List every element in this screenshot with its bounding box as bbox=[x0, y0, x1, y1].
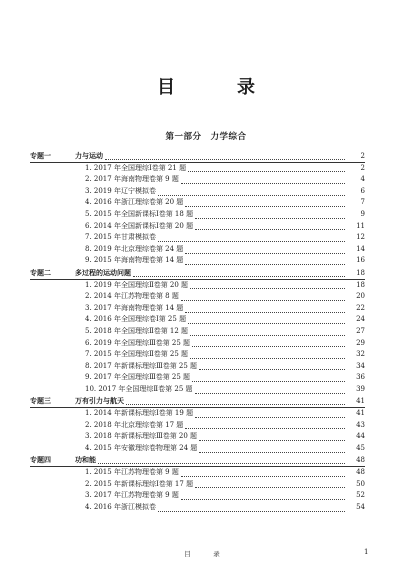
topic-title: 万有引力与航天 bbox=[75, 396, 124, 406]
item-title: 2. 2017 年海南物理卷第 9 题 bbox=[85, 175, 179, 184]
toc-item-row[interactable] bbox=[30, 174, 365, 186]
item-page: 34 bbox=[356, 361, 365, 370]
dot-leader bbox=[190, 351, 345, 359]
dot-leader bbox=[195, 211, 345, 219]
dot-leader bbox=[181, 492, 345, 500]
table-of-contents bbox=[30, 150, 365, 513]
item-page: 18 bbox=[356, 280, 365, 289]
item-title: 6. 2014 年全国新课标Ⅰ卷第 20 题 bbox=[85, 221, 194, 230]
dot-leader bbox=[185, 421, 345, 429]
item-title: 8. 2019 年北京理综卷第 24 题 bbox=[85, 244, 184, 253]
footer-label: 目 录 bbox=[184, 550, 228, 558]
dot-leader bbox=[185, 257, 345, 265]
toc-topic-row[interactable] bbox=[30, 395, 365, 407]
toc-item-row[interactable] bbox=[30, 420, 365, 432]
dot-leader bbox=[158, 504, 345, 512]
item-title: 5. 2018 年全国理综Ⅱ卷第 12 题 bbox=[85, 326, 189, 335]
item-title: 2. 2015 年新课标理综Ⅰ卷第 17 题 bbox=[85, 479, 194, 488]
dot-leader bbox=[188, 316, 345, 324]
dot-leader bbox=[190, 281, 345, 289]
item-page: 50 bbox=[356, 479, 365, 488]
item-title: 9. 2017 年全国理综Ⅲ卷第 25 题 bbox=[85, 373, 191, 382]
item-page: 36 bbox=[356, 373, 365, 382]
topic-title: 多过程的运动问题 bbox=[75, 267, 131, 277]
topic-title: 力与运动 bbox=[75, 151, 103, 160]
item-page: 2 bbox=[360, 163, 365, 172]
item-title: 5. 2015 年全国新课标Ⅰ卷第 18 题 bbox=[85, 209, 194, 218]
item-page: 44 bbox=[356, 432, 365, 441]
dot-leader bbox=[158, 234, 345, 242]
topic-page: 18 bbox=[356, 268, 365, 277]
item-page: 11 bbox=[356, 221, 365, 230]
item-page: 43 bbox=[356, 420, 365, 429]
dot-leader bbox=[192, 339, 345, 347]
dot-leader bbox=[195, 410, 345, 418]
item-page: 16 bbox=[356, 256, 365, 265]
item-page: 52 bbox=[356, 491, 365, 500]
item-page: 48 bbox=[356, 468, 365, 477]
item-title: 7. 2015 年全国理综Ⅱ卷第 25 题 bbox=[85, 350, 189, 359]
dot-leader bbox=[190, 328, 345, 336]
dot-leader bbox=[192, 374, 345, 382]
topic-number: 专题一 bbox=[30, 151, 51, 160]
item-title: 3. 2017 年海南物理卷第 14 题 bbox=[85, 303, 184, 312]
toc-item-row[interactable] bbox=[30, 443, 365, 455]
toc-item-row[interactable] bbox=[30, 338, 365, 350]
item-title: 1. 2019 年全国理综Ⅱ卷第 20 题 bbox=[85, 280, 189, 289]
item-page: 14 bbox=[356, 244, 365, 253]
topic-number: 专题二 bbox=[30, 267, 51, 277]
item-title: 4. 2015 年安徽理综卷物理第 24 题 bbox=[85, 443, 198, 452]
toc-item-row[interactable] bbox=[30, 255, 365, 267]
item-page: 7 bbox=[360, 198, 365, 207]
toc-item-row[interactable] bbox=[30, 490, 365, 502]
dot-leader bbox=[185, 199, 345, 207]
item-page: 32 bbox=[356, 350, 365, 359]
toc-item-row[interactable] bbox=[30, 314, 365, 326]
dot-leader bbox=[185, 305, 345, 313]
item-page: 24 bbox=[356, 315, 365, 324]
topic-page: 41 bbox=[356, 397, 365, 406]
dot-leader bbox=[195, 222, 345, 230]
item-title: 3. 2019 年辽宁模拟卷 bbox=[85, 186, 156, 195]
item-title: 3. 2018 年新课标理综Ⅲ卷第 20 题 bbox=[85, 432, 198, 441]
item-page: 29 bbox=[356, 338, 365, 347]
page-title: 目 录 bbox=[157, 77, 277, 98]
item-page: 39 bbox=[356, 384, 365, 393]
dot-leader bbox=[98, 456, 345, 464]
dot-leader bbox=[133, 269, 345, 277]
dot-leader bbox=[199, 445, 345, 453]
dot-leader bbox=[181, 469, 345, 477]
item-page: 27 bbox=[356, 326, 365, 335]
toc-item-row[interactable] bbox=[30, 467, 365, 479]
toc-item-row[interactable] bbox=[30, 186, 365, 198]
toc-item-row[interactable] bbox=[30, 361, 365, 373]
item-page: 41 bbox=[356, 409, 365, 418]
toc-item-row[interactable] bbox=[30, 232, 365, 244]
item-page: 45 bbox=[356, 443, 365, 452]
item-page: 20 bbox=[356, 292, 365, 301]
toc-item-row[interactable] bbox=[30, 244, 365, 256]
toc-item-row[interactable] bbox=[30, 209, 365, 221]
item-title: 1. 2015 年江苏物理卷第 9 题 bbox=[85, 468, 179, 477]
toc-item-row[interactable] bbox=[30, 502, 365, 514]
item-page: 4 bbox=[360, 175, 365, 184]
topic-page: 48 bbox=[356, 456, 365, 465]
item-title: 2. 2014 年江苏物理卷第 8 题 bbox=[85, 292, 179, 301]
item-title: 2. 2018 年北京理综卷第 17 题 bbox=[85, 420, 184, 429]
toc-item-row[interactable] bbox=[30, 291, 365, 303]
toc-item-row[interactable] bbox=[30, 349, 365, 361]
toc-item-row[interactable] bbox=[30, 431, 365, 443]
part-title: 第一部分 力学综合 bbox=[165, 132, 247, 142]
toc-topic-row[interactable] bbox=[30, 454, 365, 466]
item-title: 9. 2015 年海南物理卷第 14 题 bbox=[85, 256, 184, 265]
item-page: 12 bbox=[356, 233, 365, 242]
topic-number: 专题四 bbox=[30, 455, 51, 465]
dot-leader bbox=[195, 386, 345, 394]
item-page: 6 bbox=[360, 186, 365, 195]
dot-leader bbox=[181, 176, 345, 184]
item-title: 7. 2015 年甘肃模拟卷 bbox=[85, 233, 156, 242]
toc-item-row[interactable] bbox=[30, 408, 365, 420]
dot-leader bbox=[188, 164, 345, 172]
toc-item-row[interactable] bbox=[30, 197, 365, 209]
toc-topic-row[interactable] bbox=[30, 150, 365, 162]
toc-item-row[interactable] bbox=[30, 221, 365, 233]
item-title: 4. 2016 年全国理综卷Ⅰ第 25 题 bbox=[85, 315, 187, 324]
dot-leader bbox=[199, 362, 345, 370]
item-title: 10. 2017 年全国理综Ⅱ卷第 25 题 bbox=[85, 384, 193, 393]
dot-leader bbox=[158, 188, 345, 196]
item-title: 3. 2017 年江苏物理卷第 9 题 bbox=[85, 491, 179, 500]
item-title: 1. 2014 年新课标理综Ⅰ卷第 19 题 bbox=[85, 409, 194, 418]
dot-leader bbox=[195, 480, 345, 488]
item-title: 4. 2016 年浙江理综卷第 20 题 bbox=[85, 198, 184, 207]
item-page: 22 bbox=[356, 303, 365, 312]
footer-page-number: 1 bbox=[364, 548, 369, 556]
item-title: 1. 2017 年全国理综Ⅰ卷第 21 题 bbox=[85, 163, 187, 172]
toc-topic-row[interactable] bbox=[30, 267, 365, 279]
toc-item-row[interactable] bbox=[30, 163, 365, 175]
toc-item-row[interactable] bbox=[30, 326, 365, 338]
toc-item-row[interactable] bbox=[30, 372, 365, 384]
item-title: 4. 2016 年浙江模拟卷 bbox=[85, 502, 156, 511]
toc-item-row[interactable] bbox=[30, 479, 365, 491]
toc-item-row[interactable] bbox=[30, 384, 365, 396]
topic-title: 功和能 bbox=[75, 455, 96, 465]
item-page: 9 bbox=[360, 209, 365, 218]
item-title: 8. 2017 年新课标理综Ⅲ卷第 25 题 bbox=[85, 361, 198, 370]
dot-leader bbox=[181, 293, 345, 301]
dot-leader bbox=[105, 152, 345, 160]
dot-leader bbox=[126, 397, 345, 405]
item-title: 6. 2019 年全国理综Ⅲ卷第 25 题 bbox=[85, 338, 191, 347]
dot-leader bbox=[185, 246, 345, 254]
dot-leader bbox=[199, 433, 345, 441]
topic-page: 2 bbox=[360, 152, 365, 160]
topic-number: 专题三 bbox=[30, 396, 51, 406]
toc-item-row[interactable] bbox=[30, 303, 365, 315]
toc-item-row[interactable] bbox=[30, 280, 365, 292]
item-page: 54 bbox=[356, 502, 365, 511]
